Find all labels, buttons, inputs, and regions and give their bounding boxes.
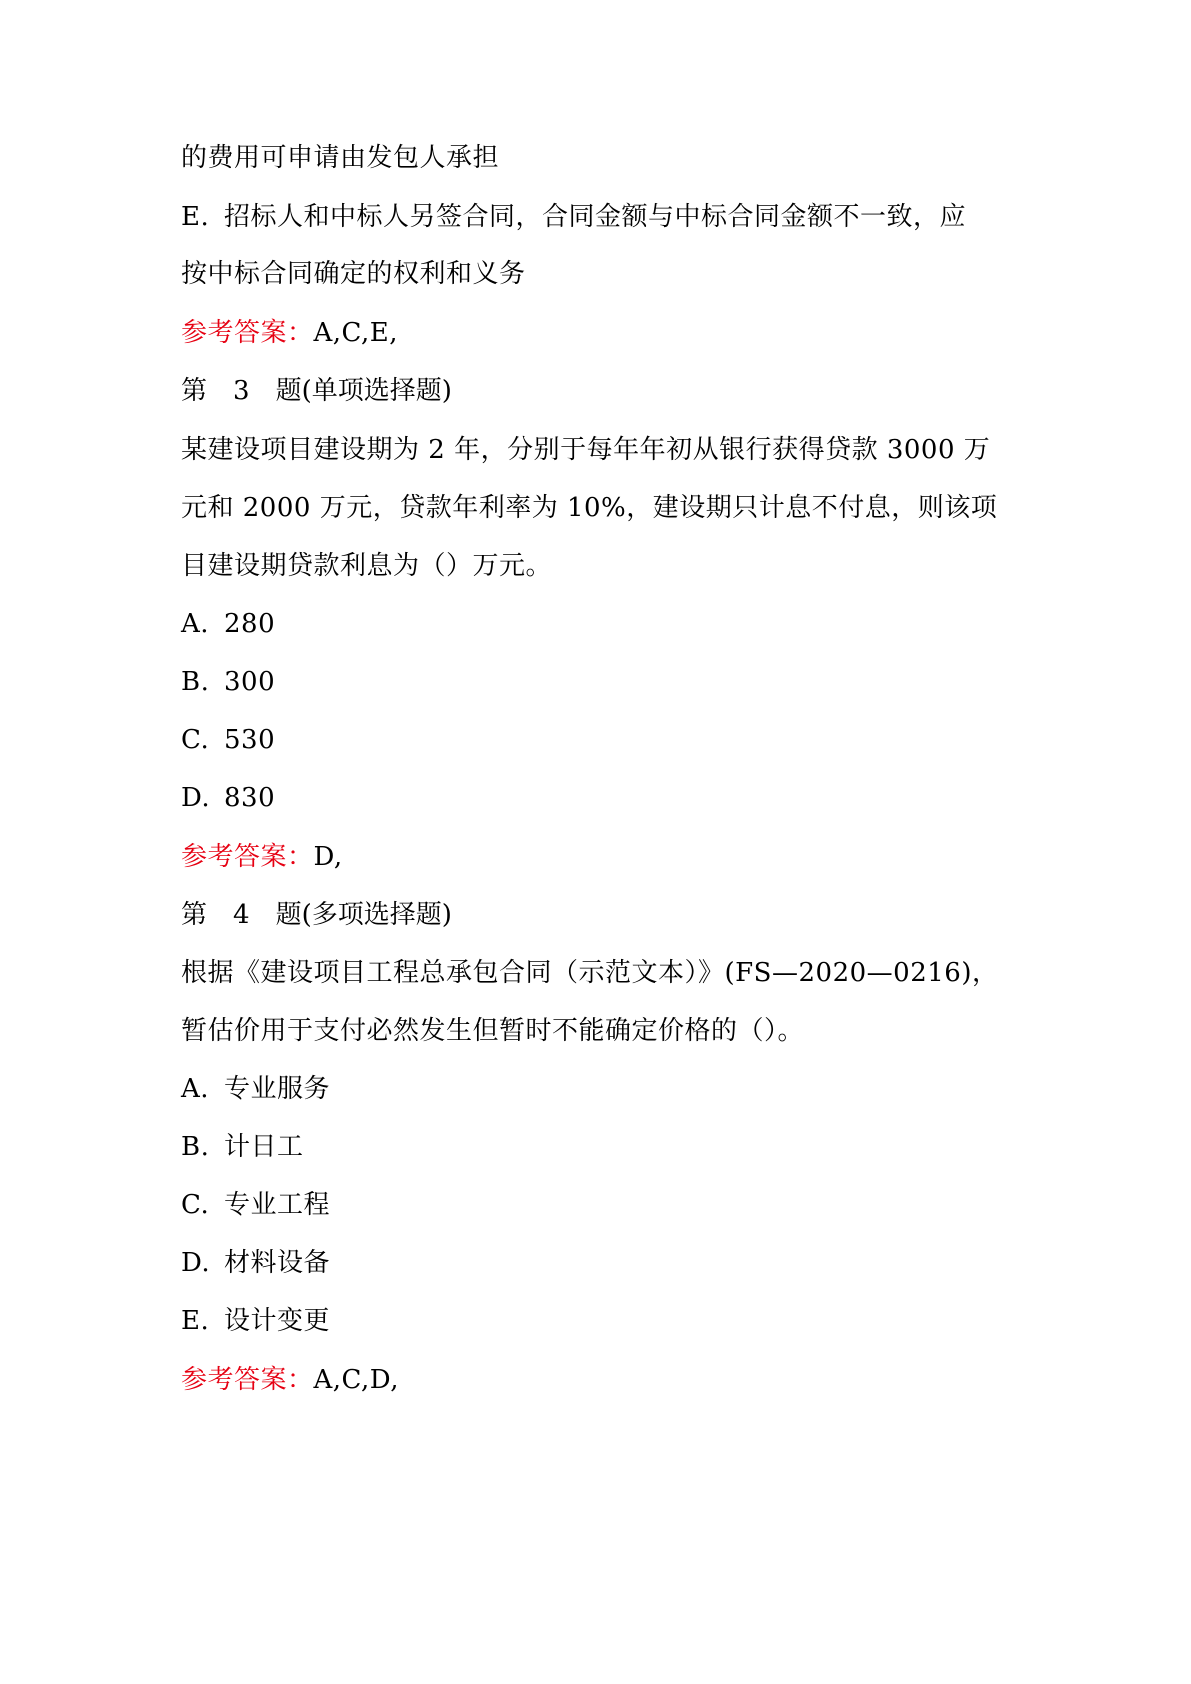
question-suffix: 题 bbox=[275, 376, 302, 406]
option-letter: C. bbox=[181, 1190, 210, 1220]
answer-q3 bbox=[181, 840, 343, 874]
question-4-stem-line2 bbox=[181, 1014, 804, 1048]
question-3-stem-text1: 某建设项目建设期为 2 年，分别于每年年初从银行获得贷款 3000 万 bbox=[181, 435, 991, 465]
answer-label: 参考答案： bbox=[181, 1365, 314, 1395]
question-prefix: 第 bbox=[181, 376, 208, 406]
question-3-option-d bbox=[181, 781, 275, 815]
option-letter: D. bbox=[181, 783, 211, 813]
question-number: 3 bbox=[233, 376, 250, 406]
answer-value: D, bbox=[313, 842, 343, 872]
question-suffix: 题 bbox=[275, 900, 302, 930]
option-e-letter: E. bbox=[181, 202, 210, 232]
option-letter: A. bbox=[181, 609, 210, 639]
option-letter: C. bbox=[181, 725, 210, 755]
question-number: 4 bbox=[233, 900, 250, 930]
question-prefix: 第 bbox=[181, 900, 208, 930]
option-text: 专业服务 bbox=[224, 1074, 331, 1104]
answer-value: A,C,D, bbox=[313, 1365, 399, 1395]
question-4-option-b bbox=[181, 1130, 304, 1164]
option-letter: D. bbox=[181, 1248, 211, 1278]
question-type: (多项选择题) bbox=[301, 900, 452, 930]
question-3-option-a bbox=[181, 607, 275, 641]
question-3-option-c bbox=[181, 723, 275, 757]
option-d-continuation-text: 的费用可申请由发包人承担 bbox=[181, 143, 500, 173]
question-4-heading bbox=[181, 898, 452, 932]
option-letter: A. bbox=[181, 1074, 210, 1104]
answer-q2 bbox=[181, 316, 398, 350]
question-4-option-c bbox=[181, 1188, 330, 1222]
question-type: (单项选择题) bbox=[301, 376, 452, 406]
question-3-stem-text2: 元和 2000 万元，贷款年利率为 10%，建设期只计息不付息，则该项 bbox=[181, 493, 998, 523]
question-4-stem-line1 bbox=[181, 956, 998, 990]
option-text: 设计变更 bbox=[224, 1306, 331, 1336]
option-text: 280 bbox=[224, 609, 276, 639]
question-3-stem-line1 bbox=[181, 433, 990, 467]
option-letter: B. bbox=[181, 667, 210, 697]
question-4-option-a bbox=[181, 1072, 330, 1106]
option-text: 830 bbox=[224, 783, 276, 813]
option-e-text-line1: 招标人和中标人另签合同，合同金额与中标合同金额不一致，应 bbox=[224, 202, 967, 232]
question-3-option-b bbox=[181, 665, 275, 699]
question-3-heading bbox=[181, 374, 452, 408]
question-3-stem-line3 bbox=[181, 549, 552, 583]
answer-label: 参考答案： bbox=[181, 842, 314, 872]
option-text: 530 bbox=[224, 725, 276, 755]
option-text: 计日工 bbox=[224, 1132, 304, 1162]
question-4-stem-text2: 暂估价用于支付必然发生但暂时不能确定价格的（）。 bbox=[181, 1016, 805, 1046]
answer-label: 参考答案： bbox=[181, 318, 314, 348]
option-e-text-line2: 按中标合同确定的权利和义务 bbox=[181, 259, 526, 289]
question-3-stem-text3: 目建设期贷款利息为（）万元。 bbox=[181, 551, 553, 581]
option-e bbox=[181, 200, 966, 234]
question-4-stem-text1: 根据《建设项目工程总承包合同（示范文本）》(FS—2020—0216)， bbox=[181, 958, 999, 988]
option-text: 专业工程 bbox=[224, 1190, 331, 1220]
question-4-option-d bbox=[181, 1246, 330, 1280]
option-e-line2 bbox=[181, 257, 526, 291]
option-text: 300 bbox=[224, 667, 276, 697]
option-d-continuation bbox=[181, 141, 499, 175]
answer-value: A,C,E, bbox=[313, 318, 399, 348]
answer-q4 bbox=[181, 1363, 399, 1397]
option-letter: B. bbox=[181, 1132, 210, 1162]
question-4-option-e bbox=[181, 1304, 330, 1338]
option-text: 材料设备 bbox=[224, 1248, 331, 1278]
question-3-stem-line2 bbox=[181, 491, 997, 525]
option-letter: E. bbox=[181, 1306, 210, 1336]
